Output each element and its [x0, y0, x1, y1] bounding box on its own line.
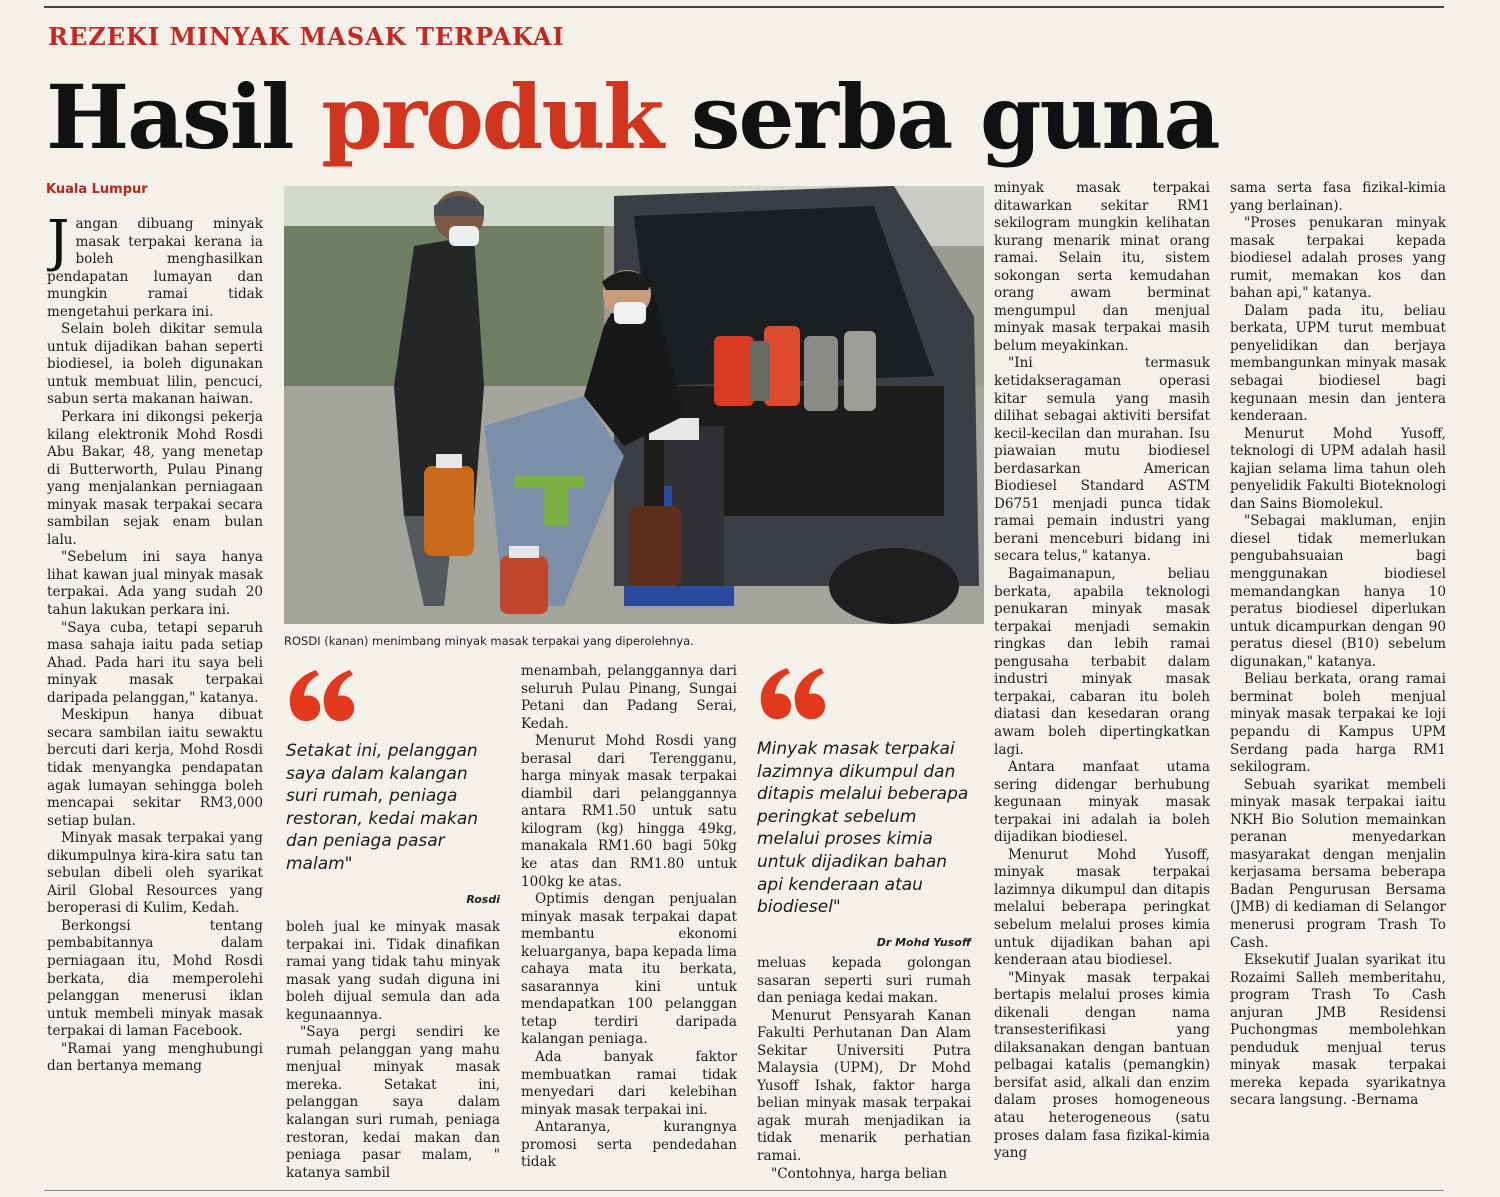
article-column-5	[994, 180, 1210, 1182]
kicker: REZEKI MINYAK MASAK TERPAKAI	[48, 22, 565, 51]
paragraph: boleh jual ke minyak masak terpakai ini. Tidak dinafikan ramai yang tidak tahu minyak masak yang sudah diguna ini boleh dijual semula dan ada kegunaannya.	[286, 919, 500, 1023]
paragraph: Eksekutif Jualan syarikat itu Rozaimi Salleh memberitahu, program Trash To Cash anjuran JMB Residensi Puchongmas membolehkan penduduk menjual terus minyak masak terpakai mereka kepada syarikatnya secara langsung. -Bernama	[1230, 952, 1446, 1109]
paragraph: Menurut Mohd Yusoff, minyak masak terpakai lazimnya dikumpul dan ditapis melalui beberapa peringkat sebelum melalui proses kimia untuk dijadikan bahan api kenderaan atau biodiesel.	[994, 846, 1210, 969]
paragraph: "Ini termasuk ketidakseragaman operasi kitar semula yang masih dilihat sebagai aktiviti bersifat kecil-kecilan dan murahan. Isu piawaian mutu biodiesel berdasarkan American Biodiesel Standard ASTM D6751 menjadi punca tidak ramai pemain industri yang berani menceburi bidang ini secara telus," katanya.	[994, 355, 1210, 565]
paragraph: Ada banyak faktor membuatkan ramai tidak menyedari dari kelebihan minyak masak terpakai ini.	[521, 1049, 737, 1118]
paragraph: meluas kepada golongan sasaran seperti suri rumah dan peniaga kedai makan.	[757, 955, 971, 1007]
paragraph: "Ramai yang menghubungi dan bertanya memang	[47, 1040, 263, 1075]
paragraph: sama serta fasa fizikal-kimia yang berlainan).	[1230, 180, 1446, 214]
article-column-6	[1230, 180, 1446, 1182]
paragraph: Bagaimanapun, beliau berkata, apabila teknologi penukaran minyak masak terpakai menjadi semakin ringkas dan lebih ramai pengusaha terbabit dalam industri minyak masak terpakai, cabaran itu boleh diatasi dan kesedaran orang awam boleh dipertingkatkan lagi.	[994, 566, 1210, 758]
article-photo	[284, 186, 984, 624]
paragraph: Beliau berkata, orang ramai berminat boleh menjual minyak masak terpakai ke loji pepandu di Kampus UPM Serdang pada harga RM1 sekilogram.	[1230, 671, 1446, 776]
article-column-2	[286, 919, 500, 1182]
pull-quote-rosdi: Setakat ini, pelanggan saya dalam kalangan suri rumah, peniaga restoran, kedai makan dan peniaga pasar malam"	[286, 741, 479, 874]
drop-cap: J	[47, 216, 70, 274]
paragraph: Perkara ini dikongsi pekerja kilang elektronik Mohd Rosdi Abu Bakar, 48, yang menetap di Butterworth, Pulau Pinang yang menjalankan perniagaan minyak masak terpakai secara sambilan sejak enam bulan lalu.	[47, 409, 263, 548]
paragraph: Selain boleh dikitar semula untuk dijadikan bahan seperti biodiesel, ia boleh digunakan untuk membuat lilin, pencuci, sabun serta makanan haiwan.	[47, 321, 263, 408]
article-column-1	[47, 216, 263, 1182]
paragraph: Antara manfaat utama sering didengar berhubung kegunaan minyak masak terpakai ini adalah ia boleh dijadikan biodiesel.	[994, 759, 1210, 846]
paragraph: "Sebagai makluman, enjin diesel tidak memerlukan pengubahsuaian bagi menggunakan biodiesel memandangkan hanya 10 peratus biodiesel diperlukan untuk dicampurkan dengan 90 peratus diesel (B10) sebelum digunakan," katanya.	[1230, 513, 1446, 670]
article-column-3	[521, 663, 737, 1182]
paragraph: Optimis dengan penjualan minyak masak terpakai dapat membantu ekonomi keluarganya, bapa kepada lima cahaya mata itu berkata, sasarannya kini untuk mendapatkan 100 pelanggan tetap terdiri daripada kalangan peniaga.	[521, 891, 737, 1048]
photo-caption: ROSDI (kanan) menimbang minyak masak terpakai yang diperolehnya.	[284, 634, 694, 648]
paragraph: "Proses penukaran minyak masak terpakai kepada biodiesel adalah proses yang rumit, memakan kos dan bahan api," katanya.	[1230, 215, 1446, 302]
quote-attribution-yusoff: Dr Mohd Yusoff	[876, 936, 971, 949]
paragraph: angan dibuang minyak masak terpakai kerana ia boleh menghasilkan pendapatan lumayan dan mungkin ramai tidak mengetahui perkara ini.	[47, 216, 263, 320]
paragraph: Sebuah syarikat membeli minyak masak terpakai iaitu NKH Bio Solution memainkan peranan menyedarkan masyarakat dengan menjalin kerjasama bersama beberapa Badan Pengurusan Bersama (JMB) di kediaman di Selangor menerusi program Trash To Cash.	[1230, 776, 1446, 951]
paragraph: "Saya cuba, tetapi separuh masa sahaja iaitu pada setiap Ahad. Pada hari itu saya beli minyak masak terpakai daripada pelanggan," katanya.	[47, 619, 263, 706]
bottom-rule	[44, 1190, 1444, 1191]
paragraph: Antaranya, kurangnya promosi serta pendedahan tidak	[521, 1119, 737, 1171]
paragraph: "Sebelum ini saya hanya lihat kawan jual minyak masak terpakai. Ada yang sudah 20 tahun lakukan perkara ini.	[47, 549, 263, 619]
paragraph: minyak masak terpakai ditawarkan sekitar RM1 sekilogram mungkin kelihatan kurang menarik minat orang ramai. Selain itu, sistem sokongan serta kemudahan orang awam berminat mengumpul dan menjual minyak masak terpakai masih belum meyakinkan.	[994, 180, 1210, 354]
photo-illustration	[284, 186, 984, 624]
paragraph: Dalam pada itu, beliau berkata, UPM turut membuat penyelidikan dan berjaya membangunkan minyak masak sebagai biodiesel bagi kegunaan mesin dan jentera kenderaan.	[1230, 302, 1446, 425]
paragraph: Minyak masak terpakai yang dikumpulnya kira-kira satu tan sebulan dibeli oleh syarikat Airil Global Resources yang beroperasi di Kulim, Kedah.	[47, 830, 263, 917]
article-column-4	[757, 955, 971, 1182]
paragraph: "Saya pergi sendiri ke rumah pelanggan yang mahu menjual minyak masak mereka. Setakat ini, pelanggan saya dalam kalangan suri rumah, peniaga restoran, kedai makan dan peniaga pasar malam, " katanya sambil	[286, 1024, 500, 1181]
headline-part1: Hasil	[46, 65, 322, 169]
headline	[46, 62, 1219, 172]
paragraph: Menurut Pensyarah Kanan Fakulti Perhutanan Dan Alam Sekitar Universiti Putra Malaysia (UPM), Dr Mohd Yusoff Ishak, faktor harga belian minyak masak terpakai agak murah menjadikan ia tidak menarik perhatian ramai.	[757, 1007, 971, 1165]
dateline: Kuala Lumpur	[46, 182, 148, 197]
paragraph: "Minyak masak terpakai bertapis melalui proses kimia dikenali dengan nama transesterifikasi yang dilaksanakan dengan bantuan pelbagai katalis (pemangkin) bersifat asid, alkali dan enzim dalam proses homogeneous atau heterogeneous (satu proses dalam fasa fizikal-kimia yang	[994, 969, 1210, 1162]
pull-quote-yusoff: Minyak masak terpakai lazimnya dikumpul dan ditapis melalui beberapa peringkat sebelum melalui proses kimia untuk dijadikan bahan api kenderaan atau biodiesel"	[757, 739, 969, 918]
paragraph: "Contohnya, harga belian	[771, 1165, 947, 1182]
top-rule	[44, 6, 1444, 8]
headline-highlight: produk	[321, 65, 663, 169]
quote-mark-icon	[286, 666, 356, 724]
paragraph: Berkongsi tentang pembabitannya dalam perniagaan itu, Mohd Rosdi berkata, dia memperolehi pelanggan menerusi iklan untuk membeli minyak masak terpakai di laman Facebook.	[47, 917, 263, 1040]
paragraph: Menurut Mohd Rosdi yang berasal dari Terengganu, harga minyak masak terpakai diambil dari pelanggannya antara RM1.50 untuk satu kilogram (kg) hingga 49kg, manakala RM1.60 bagi 50kg ke atas dan RM1.80 untuk 100kg ke atas.	[521, 733, 737, 890]
quote-mark-icon	[757, 664, 827, 722]
paragraph: Menurut Mohd Yusoff, teknologi di UPM adalah hasil kajian selama lima tahun oleh penyelidik Fakulti Bioteknologi dan Sains Biomolekul.	[1230, 425, 1446, 512]
paragraph: Meskipun hanya dibuat secara sambilan iaitu sewaktu bercuti dari kerja, Mohd Rosdi tidak menyangka pendapatan agak lumayan sehingga boleh mencapai sekitar RM3,000 setiap bulan.	[47, 707, 263, 829]
headline-part2: serba guna	[662, 65, 1219, 169]
paragraph: menambah, pelanggannya dari seluruh Pulau Pinang, Sungai Petani dan Padang Serai, Kedah.	[521, 663, 737, 732]
quote-attribution-rosdi: Rosdi	[466, 893, 500, 906]
